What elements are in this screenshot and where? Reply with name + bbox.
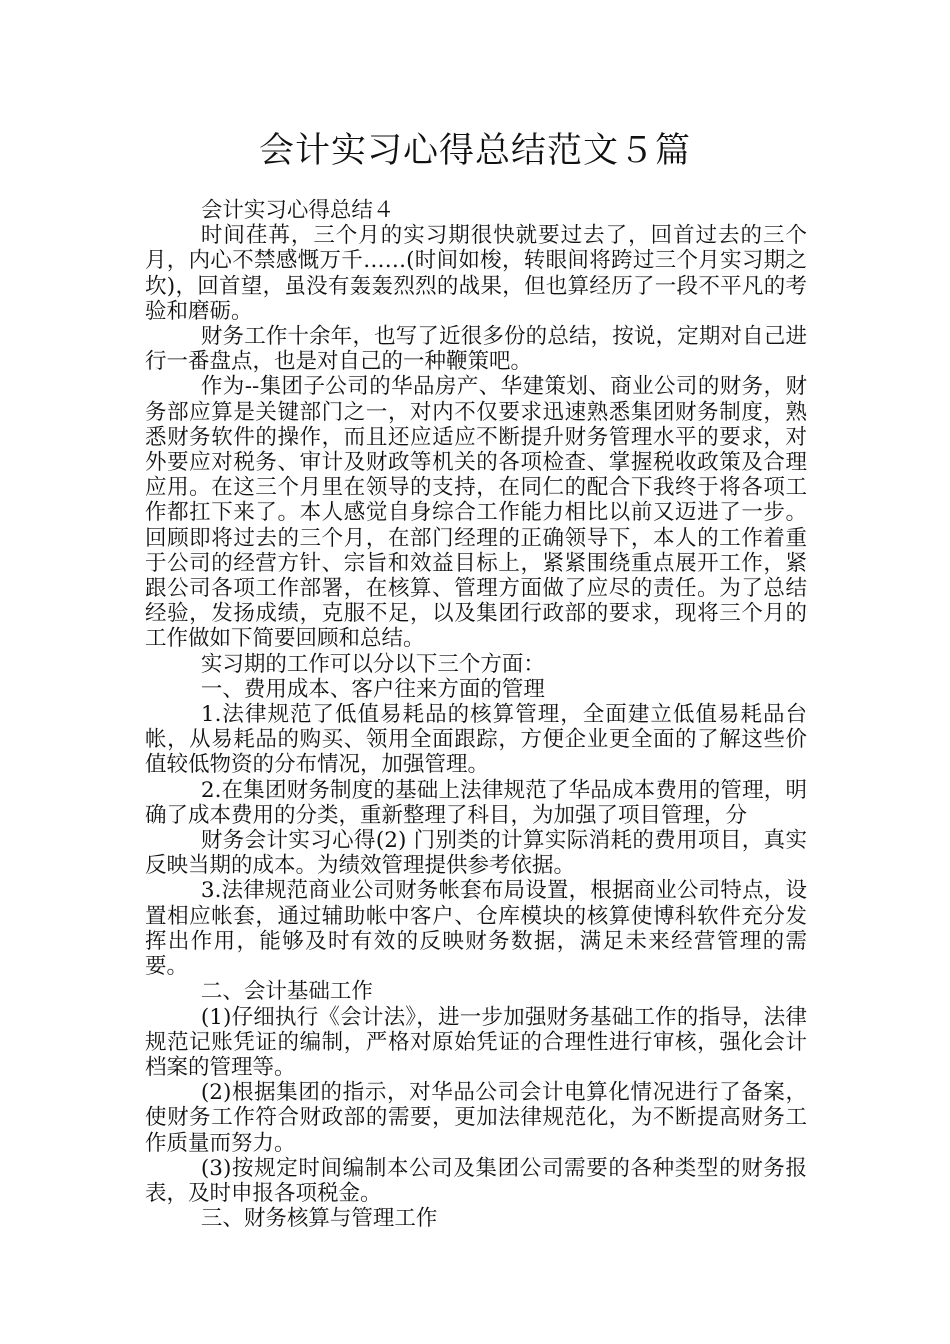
section-heading: 一、费用成本、客户往来方面的管理 — [200, 676, 545, 702]
list-item: 3.法律规范商业公司财务帐套布局设置，根据商业公司特点，设置相应帐套，通过辅助帐中客户、仓库模块的核算使博科软件充分发挥出作用，能够及时有效的反映财务数据，满足未来经营管理的需要。 — [145, 878, 807, 980]
list-item: 2.在集团财务制度的基础上法律规范了华品成本费用的管理，明确了成本费用的分类，重新整理了科目，为加强了项目管理，分 — [145, 777, 807, 828]
list-item: 1.法律规范了低值易耗品的核算管理，全面建立低值易耗品台帐，从易耗品的购买、领用全面跟踪，方便企业更全面的了解这些价值较低物资的分布情况，加强管理。 — [145, 702, 807, 778]
paragraph: 财务工作十余年，也写了近很多份的总结，按说，定期对自己进行一番盘点，也是对自己的一种鞭策吧。 — [145, 324, 807, 375]
list-item: (2)根据集团的指示，对华品公司会计电算化情况进行了备案，使财务工作符合财政部的需要，更加法律规范化，为不断提高财务工作质量而努力。 — [145, 1080, 807, 1156]
section-heading: 三、财务核算与管理工作 — [200, 1206, 438, 1232]
list-item: (1)仔细执行《会计法》，进一步加强财务基础工作的指导，法律规范记账凭证的编制，严格对原始凭证的合理性进行审核，强化会计档案的管理等。 — [145, 1004, 807, 1080]
paragraph: 财务会计实习心得(2) 门别类的计算实际消耗的费用项目，真实反映当期的成本。为绩效管理提供参考依据。 — [145, 828, 807, 879]
paragraph: 实习期的工作可以分以下三个方面： — [200, 651, 545, 677]
document-title: 会计实习心得总结范文５篇 — [258, 131, 691, 171]
section-heading: 会计实习心得总结４ — [200, 198, 395, 223]
list-item: (3)按规定时间编制本公司及集团公司需要的各种类型的财务报表，及时申报各项税金。 — [145, 1155, 807, 1206]
document-body — [145, 198, 807, 1231]
paragraph: 作为--集团子公司的华品房产、华建策划、商业公司的财务，财务部应算是关键部门之一，对内不仅要求迅速熟悉集团财务制度，熟悉财务软件的操作，而且还应适应不断提升财务管理水平的要求，对外要应对税务、审计及财政等机关的各项检查、掌握税收政策及合理应用。在这三个月里在领导的支持，在同仁的配合下我终于将各项工作都扛下来了。本人感觉自身综合工作能力相比以前又迈进了一步。回顾即将过去的三个月，在部门经理的正确领导下，本人的工作着重于公司的经营方针、宗旨和效益目标上，紧紧围绕重点展开工作，紧跟公司各项工作部署，在核算、管理方面做了应尽的责任。为了总结经验，发扬成绩，克服不足，以及集团行政部的要求，现将三个月的工作做如下简要回顾和总结。 — [145, 374, 807, 652]
paragraph: 时间荏苒，三个月的实习期很快就要过去了，回首过去的三个月，内心不禁感慨万千……(时间如梭，转眼间将跨过三个月实习期之坎)，回首望，虽没有轰轰烈烈的战果，但也算经历了一段不平凡的考验和磨砺。 — [145, 223, 807, 324]
section-heading: 二、会计基础工作 — [200, 979, 373, 1005]
